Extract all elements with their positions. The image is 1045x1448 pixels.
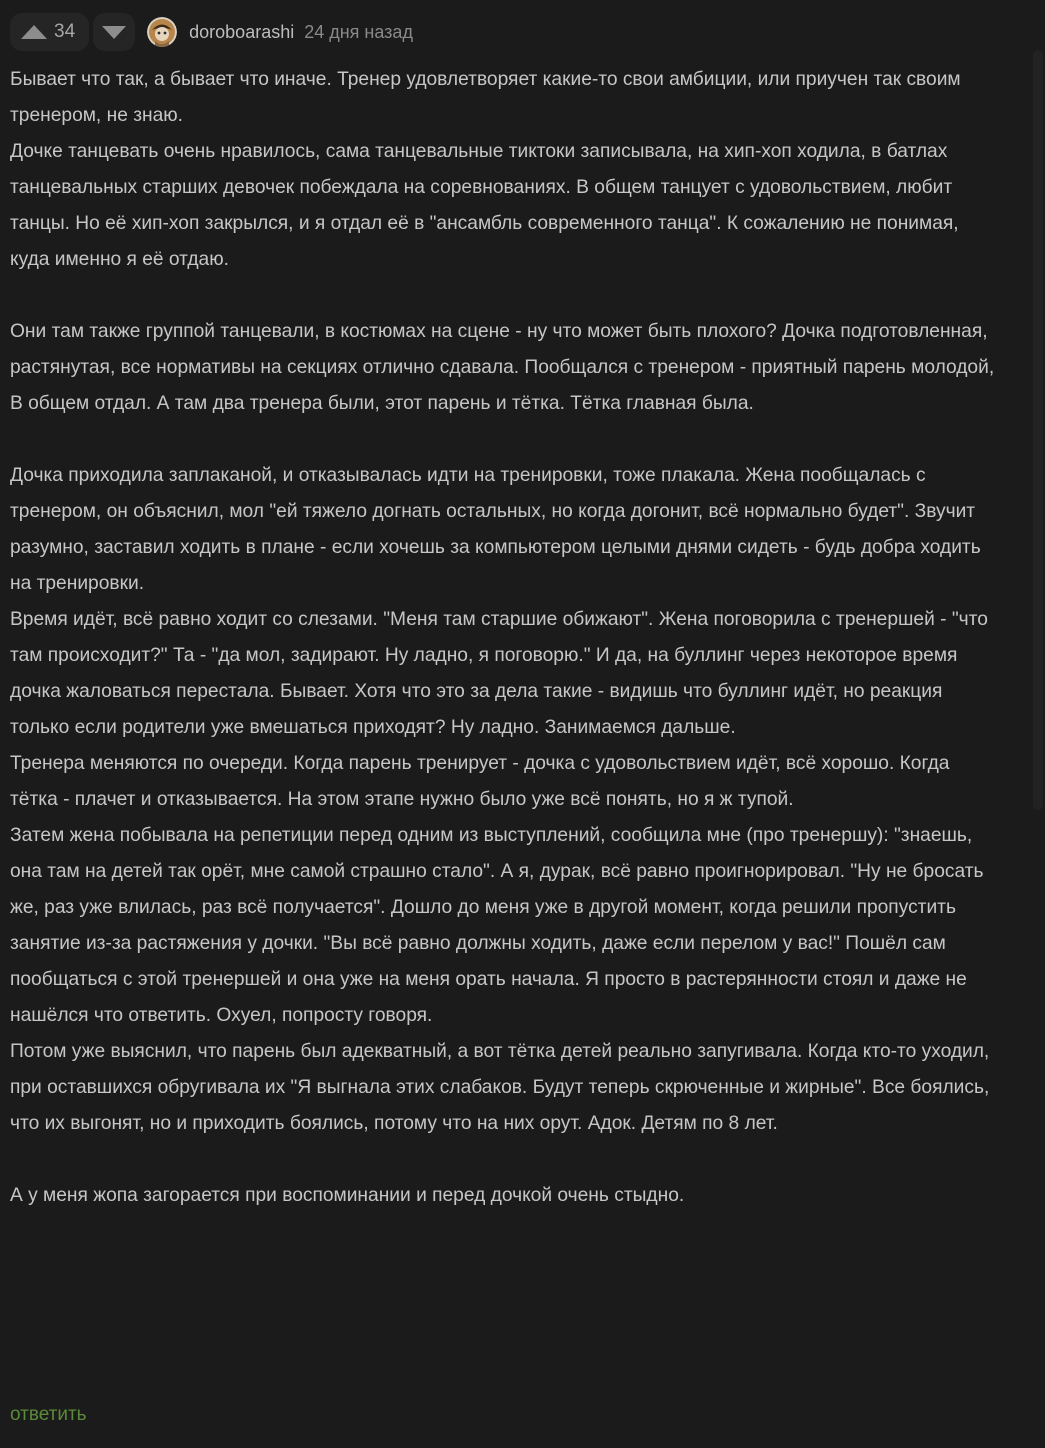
paragraph-gap xyxy=(10,422,1000,458)
scrollbar-thumb[interactable] xyxy=(1033,50,1043,810)
vote-count: 34 xyxy=(54,21,76,42)
paragraph: Бывает что так, а бывает что иначе. Тренер удовлетворяет какие-то свои амбиции, или приучен так своим тренером, не знаю. xyxy=(10,69,961,126)
paragraph: Потом уже выяснил, что парень был адекватный, а вот тётка детей реально запугивала. Когда кто-то уходил, при оставшихся обругивала их "Я выгнала этих слабаков. Будут теперь скрюченные и жирные". Все боялись, что их выгонят, но и приходить боялись, потому что на них орут. Адок. Детям по 8 лет. xyxy=(10,1041,990,1134)
vote-box xyxy=(10,13,89,51)
scrollbar[interactable] xyxy=(1031,0,1045,1448)
paragraph: Время идёт, всё равно ходит со слезами. "Меня там старшие обижают". Жена поговорила с тренершей - "что там происходит?" Та - "да мол, задирают. Ну ладно, я поговорю." И да, на буллинг через некоторое время дочка жаловаться перестала. Бывает. Хотя что это за дела такие - видишь что буллинг идёт, но реакция только если родители уже вмешаться приходят? Ну ладно. Занимаемся дальше. xyxy=(10,609,988,738)
paragraph-gap xyxy=(10,278,1000,314)
arrow-down-icon xyxy=(102,26,126,39)
comment-timestamp: 24 дня назад xyxy=(304,21,413,42)
user-avatar[interactable] xyxy=(147,17,177,47)
paragraph: Дочке танцевать очень нравилось, сама танцевальные тиктоки записывала, на хип-хоп ходила, в батлах танцевальных старших девочек побеждала на соревнованиях. В общем танцует с удовольствием, любит танцы. Но её хип-хоп закрылся, и я отдал её в "ансамбль современного танца". К сожалению не понимая, куда именно я её отдаю. xyxy=(10,141,959,270)
paragraph: А у меня жопа загорается при воспоминании и перед дочкой очень стыдно. xyxy=(10,1185,685,1206)
upvote-button[interactable] xyxy=(20,13,48,51)
paragraph: Тренера меняются по очереди. Когда парень тренирует - дочка с удовольствием идёт, всё хорошо. Когда тётка - плачет и отказывается. На этом этапе нужно было уже всё понять, но я ж тупой. xyxy=(10,753,950,810)
downvote-button[interactable] xyxy=(93,13,135,51)
reply-button[interactable]: ответить xyxy=(10,1404,87,1425)
paragraph: Дочка приходила заплаканой, и отказывалась идти на тренировки, тоже плакала. Жена пообщалась с тренером, он объяснил, мол "ей тяжело догнать остальных, но когда догонит, всё нормально будет". Звучит разумно, заставил ходить в плане - если хочешь за компьютером целыми днями сидеть - будь добра ходить на тренировки. xyxy=(10,465,981,594)
comment-header xyxy=(10,13,413,51)
arrow-up-icon xyxy=(21,25,47,39)
paragraph-gap xyxy=(10,1142,1000,1178)
paragraph: Они там также группой танцевали, в костюмах на сцене - ну что может быть плохого? Дочка подготовленная, растянутая, все нормативы на секциях отлично сдавала. Пообщался с тренером - приятный парень молодой, В общем отдал. А там два тренера были, этот парень и тётка. Тётка главная была. xyxy=(10,321,995,414)
author-name[interactable]: doroboarashi xyxy=(189,21,295,42)
avatar-image xyxy=(147,17,177,47)
paragraph: Затем жена побывала на репетиции перед одним из выступлений, сообщила мне (про тренершу): "знаешь, она там на детей так орёт, мне самой страшно стало". А я, дурак, всё равно проигнорировал. "Ну не бросать же, раз уже влилась, раз всё получается". Дошло до меня уже в другой момент, когда решили пропустить занятие из-за растяжения у дочки. "Вы всё равно должны ходить, даже если перелом у вас!" Пошёл сам пообщаться с этой тренершей и она уже на меня орать начала. Я просто в растерянности стоял и даже не нашёлся что ответить. Охуел, попросту говоря. xyxy=(10,825,984,1026)
comment-text xyxy=(10,62,1000,1214)
